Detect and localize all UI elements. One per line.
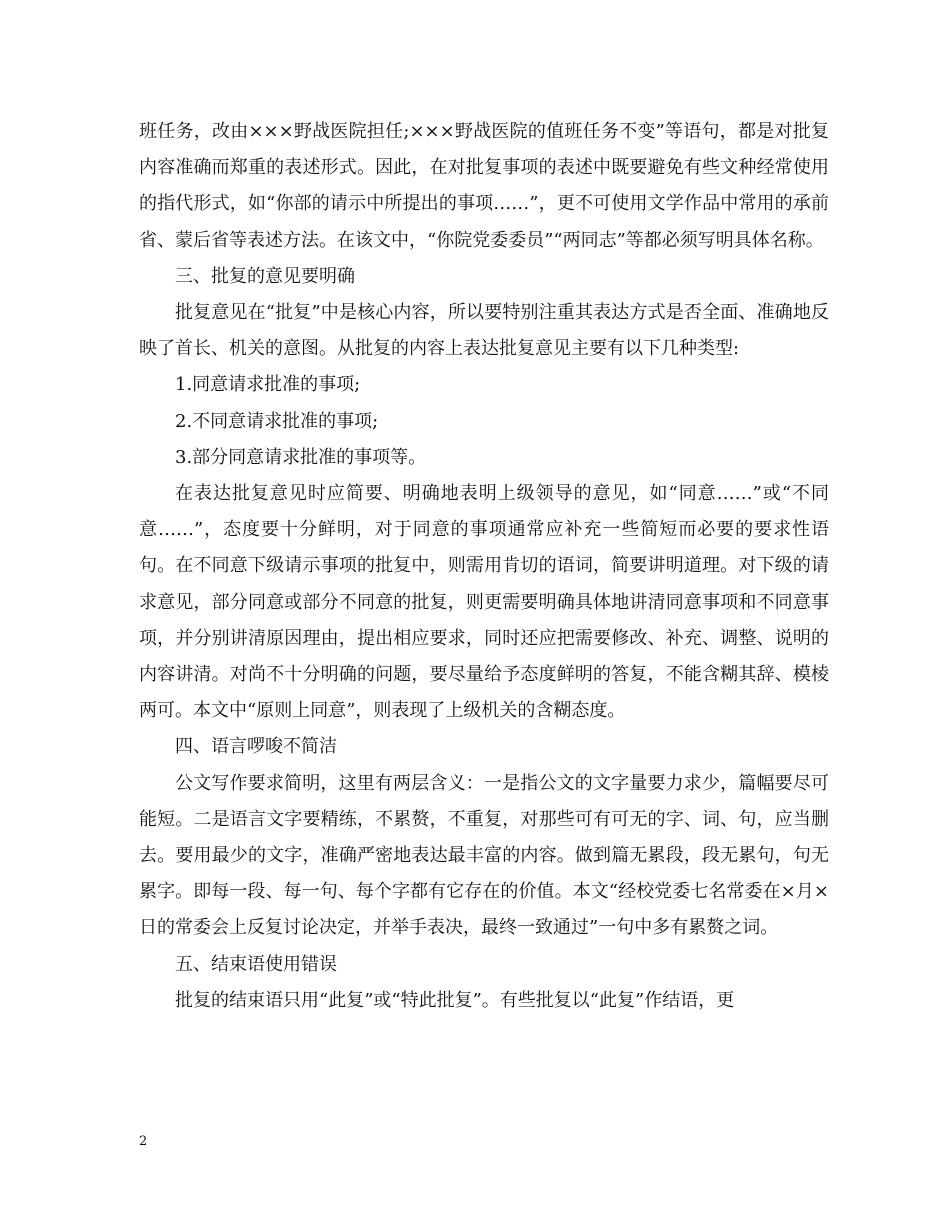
paragraph: 批复的结束语只用“此复”或“特此批复”。有些批复以“此复”作结语，更 — [175, 989, 735, 1011]
paragraph: 批复意见在“批复”中是核心内容，所以要特别注重其表达方式是否全面、准确地反映了首长、机关的意图。从批复的内容上表达批复意见主要有以下几种类型: — [139, 302, 829, 360]
paragraph: 班任务，改由×××野战医院担任;×××野战医院的值班任务不变”等语句，都是对批复内容准确而郑重的表述形式。因此，在对批复事项的表述中既要避免有些文种经常使用的指代形式，如“你部的请示中所提出的事项……”，更不可使用文学作品中常用的承前省、蒙后省等表述方法。在该文中，“你院党委委员”“两同志”等都必须写明具体名称。 — [139, 121, 829, 251]
list-item: 1.同意请求批准的事项; — [175, 374, 361, 396]
section-heading: 五、结束语使用错误 — [175, 953, 337, 975]
list-item: 2.不同意请求批准的事项; — [175, 410, 379, 432]
paragraph: 在表达批复意见时应简要、明确地表明上级领导的意见，如“同意……”或“不同意……”，态度要十分鲜明，对于同意的事项通常应补充一些简短而必要的要求性语句。在不同意下级请示事项的批复中，则需用肯切的语词，简要讲明道理。对下级的请求意见，部分同意或部分不同意的批复，则更需要明确具体地讲清同意事项和不同意事项，并分别讲清原因理由，提出相应要求，同时还应把需要修改、补充、调整、说明的内容讲清。对尚不十分明确的问题，要尽量给予态度鲜明的答复，不能含糊其辞、模棱两可。本文中“原则上同意”，则表现了上级机关的含糊态度。 — [139, 483, 829, 722]
page-number: 2 — [139, 1134, 148, 1149]
list-item: 3.部分同意请求批准的事项等。 — [175, 446, 427, 468]
section-heading: 四、语言啰唆不简洁 — [175, 736, 337, 758]
paragraph: 公文写作要求简明，这里有两层含义：一是指公文的文字量要力求少，篇幅要尽可能短。二是语言文字要精练，不累赘，不重复，对那些可有可无的字、词、句，应当删去。要用最少的文字，准确严密地表达最丰富的内容。做到篇无累段，段无累句，句无累字。即每一段、每一句、每个字都有它存在的价值。本文“经校党委七名常委在×月×日的常委会上反复讨论决定，并举手表决，最终一致通过”一句中多有累赘之词。 — [139, 772, 829, 939]
section-heading: 三、批复的意见要明确 — [175, 265, 355, 287]
document-body — [139, 114, 829, 1019]
